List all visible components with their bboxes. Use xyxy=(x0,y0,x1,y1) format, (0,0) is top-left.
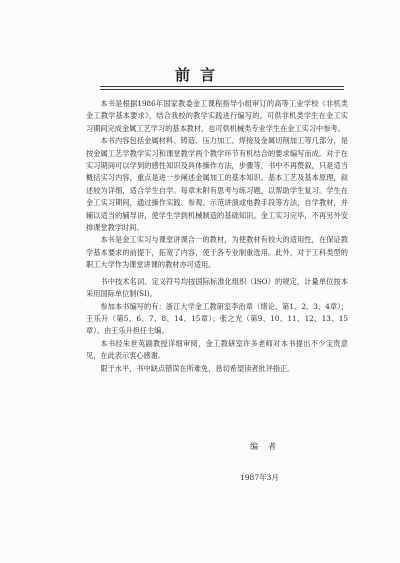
paragraph: 本书内容包括金属材料、铸造、压力加工、焊接及金属切削加工等几部分，是按金属工艺学教学实习和课堂教学两个教学环节有机结合的要求编写而成。对于在实习期间可以学到的感性知识及具体操作方法，步骤等，书中不再赘叙，只是适当概括实习内容，重点是进一步阐述金属加工的基本知识、基本工艺及基本原理，叙述较为详细，适合学生自学。每章末附有思考与练习题，以帮助学生复习。学生在金工实习期间，通过操作实践、参观、示范讲演或电教手段等方法，自学教材，并辅以适当的辅导讲，使学生学到机械制造的基础知识。金工实习完毕，不再另外安排课堂教学时间。 xyxy=(86,136,348,233)
paragraph: 限于水平，书中缺点错误在所难免，恳切希望读者批评指正。 xyxy=(100,363,295,373)
title-rule-bottom xyxy=(100,89,344,90)
paragraph: 书中技术名词、定义符号均按国际标准化组织（ISO）的规定，计量单位按本采用国际单位制(SI)。 xyxy=(86,276,348,299)
preface-body xyxy=(86,98,348,375)
signature: 编者 xyxy=(250,442,286,451)
paragraph: 本书是根据1986年国家教委金工课程指导小组审订的高等工业学校《非机类金工教学基本要求》，结合我校的教学实践进行编写的。可供非机类学生在金工实习期间完成金属工艺学习的基本教材，也可供机械类专业学生在金工实习中参考。 xyxy=(86,99,348,133)
paragraph: 本书经朱世英副教授详细审阅，金工教研室许多老师对本书提出不少宝贵意见，在此表示衷心感谢。 xyxy=(86,338,348,361)
paragraph: 本书是金工实习与课堂讲课合一的教材，为使教材有较大的适用性，在保证教学基本要求的前提下，拓宽了内容，使于各专业制重选用。此外，对于工科类型的职工大学作为课堂讲课的教材亦可适用。 xyxy=(86,235,348,270)
title-rule-top xyxy=(100,86,344,87)
paragraph: 参加本书编写的有：浙江大学金工教研室李治章（绪论、第1、2、3、4章）；王乐升（第5、6、7、8、14、15章）；张之光（第9、10、11、12、13、15章）。由王乐升担任主编。 xyxy=(86,301,348,336)
date: 1987年3月 xyxy=(240,473,279,482)
page-title: 前言 xyxy=(174,66,225,84)
